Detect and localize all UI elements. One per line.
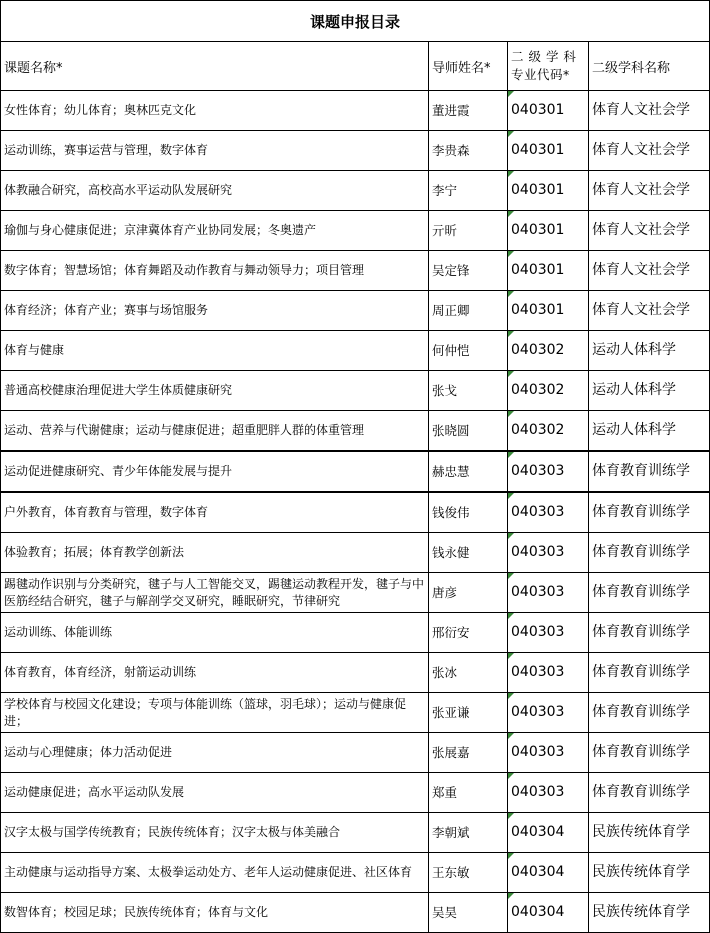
title-row bbox=[1, 1, 710, 42]
table-row bbox=[1, 853, 710, 893]
cell-discipline: 体育教育训练学 bbox=[589, 451, 710, 492]
table-row bbox=[1, 653, 710, 693]
cell-subject: 体验教育；拓展；体育教学创新法 bbox=[1, 533, 429, 573]
table-row bbox=[1, 131, 710, 171]
table-row bbox=[1, 211, 710, 251]
cell-discipline: 体育人文社会学 bbox=[589, 291, 710, 331]
header-discipline: 二级学科名称 bbox=[589, 42, 710, 91]
table-body bbox=[1, 91, 710, 933]
cell-subject: 普通高校健康治理促进大学生体质健康研究 bbox=[1, 371, 429, 411]
cell-advisor: 张亚谦 bbox=[429, 693, 508, 733]
cell-subject: 瑜伽与身心健康促进；京津冀体育产业协同发展；冬奥遗产 bbox=[1, 211, 429, 251]
cell-discipline: 体育人文社会学 bbox=[589, 91, 710, 131]
table-row bbox=[1, 773, 710, 813]
cell-discipline: 体育教育训练学 bbox=[589, 653, 710, 693]
cell-code: 040304 bbox=[508, 813, 589, 853]
cell-code: 040303 bbox=[508, 773, 589, 813]
cell-subject: 体育与健康 bbox=[1, 331, 429, 371]
cell-code: 040301 bbox=[508, 91, 589, 131]
cell-advisor: 王东敏 bbox=[429, 853, 508, 893]
cell-discipline: 体育人文社会学 bbox=[589, 211, 710, 251]
cell-advisor: 唐彦 bbox=[429, 573, 508, 613]
cell-code: 040303 bbox=[508, 492, 589, 533]
table-row bbox=[1, 411, 710, 452]
cell-subject: 踢毽动作识别与分类研究，毽子与人工智能交叉，踢毽运动教程开发，毽子与中医筋经结合研究，毽子与解剖学交叉研究，睡眠研究，节律研究 bbox=[1, 573, 429, 613]
cell-subject: 运动、营养与代谢健康；运动与健康促进；超重肥胖人群的体重管理 bbox=[1, 411, 429, 452]
cell-discipline: 运动人体科学 bbox=[589, 411, 710, 452]
cell-subject: 运动训练，赛事运营与管理，数字体育 bbox=[1, 131, 429, 171]
cell-code: 040301 bbox=[508, 131, 589, 171]
cell-code: 040303 bbox=[508, 451, 589, 492]
table-title: 课题申报目录 bbox=[1, 1, 710, 42]
cell-code: 040302 bbox=[508, 411, 589, 452]
cell-discipline: 运动人体科学 bbox=[589, 371, 710, 411]
cell-code: 040301 bbox=[508, 211, 589, 251]
cell-code: 040303 bbox=[508, 733, 589, 773]
cell-advisor: 吴昊 bbox=[429, 893, 508, 933]
header-code-line2: 专业代码* bbox=[511, 67, 570, 82]
cell-subject: 体育经济；体育产业；赛事与场馆服务 bbox=[1, 291, 429, 331]
table-row bbox=[1, 573, 710, 613]
cell-discipline: 体育教育训练学 bbox=[589, 733, 710, 773]
cell-code: 040302 bbox=[508, 371, 589, 411]
cell-discipline: 民族传统体育学 bbox=[589, 893, 710, 933]
header-code bbox=[508, 42, 589, 91]
cell-advisor: 董进霞 bbox=[429, 91, 508, 131]
cell-advisor: 张展嘉 bbox=[429, 733, 508, 773]
cell-code: 040301 bbox=[508, 251, 589, 291]
cell-advisor: 李朝斌 bbox=[429, 813, 508, 853]
cell-subject: 数智体育；校园足球；民族传统体育；体育与文化 bbox=[1, 893, 429, 933]
table-row bbox=[1, 251, 710, 291]
table-row bbox=[1, 331, 710, 371]
cell-discipline: 民族传统体育学 bbox=[589, 853, 710, 893]
cell-advisor: 李贵森 bbox=[429, 131, 508, 171]
cell-discipline: 体育教育训练学 bbox=[589, 533, 710, 573]
cell-discipline: 体育教育训练学 bbox=[589, 613, 710, 653]
cell-subject: 学校体育与校园文化建设；专项与体能训练（篮球，羽毛球）；运动与健康促进； bbox=[1, 693, 429, 733]
cell-discipline: 体育人文社会学 bbox=[589, 251, 710, 291]
cell-advisor: 张晓圆 bbox=[429, 411, 508, 452]
cell-code: 040301 bbox=[508, 291, 589, 331]
cell-code: 040303 bbox=[508, 533, 589, 573]
cell-subject: 体育教育，体育经济，射箭运动训练 bbox=[1, 653, 429, 693]
cell-subject: 数字体育；智慧场馆；体育舞蹈及动作教育与舞动领导力；项目管理 bbox=[1, 251, 429, 291]
header-code-line1: 二 级 学 科 bbox=[511, 49, 577, 64]
cell-advisor: 李宁 bbox=[429, 171, 508, 211]
table-row bbox=[1, 171, 710, 211]
cell-subject: 运动健康促进；高水平运动队发展 bbox=[1, 773, 429, 813]
table-row bbox=[1, 733, 710, 773]
cell-advisor: 张冰 bbox=[429, 653, 508, 693]
cell-subject: 女性体育；幼儿体育；奥林匹克文化 bbox=[1, 91, 429, 131]
cell-advisor: 何仲恺 bbox=[429, 331, 508, 371]
cell-discipline: 体育教育训练学 bbox=[589, 693, 710, 733]
table-row bbox=[1, 533, 710, 573]
table-row bbox=[1, 813, 710, 853]
cell-advisor: 吴定锋 bbox=[429, 251, 508, 291]
table-row bbox=[1, 371, 710, 411]
cell-discipline: 体育教育训练学 bbox=[589, 773, 710, 813]
cell-code: 040303 bbox=[508, 613, 589, 653]
cell-advisor: 张戈 bbox=[429, 371, 508, 411]
cell-discipline: 民族传统体育学 bbox=[589, 813, 710, 853]
table-row bbox=[1, 492, 710, 533]
cell-subject: 户外教育，体育教育与管理，数字体育 bbox=[1, 492, 429, 533]
cell-advisor: 亓昕 bbox=[429, 211, 508, 251]
cell-discipline: 体育教育训练学 bbox=[589, 492, 710, 533]
cell-discipline: 体育人文社会学 bbox=[589, 131, 710, 171]
table-row bbox=[1, 893, 710, 933]
cell-advisor: 周正卿 bbox=[429, 291, 508, 331]
cell-code: 040302 bbox=[508, 331, 589, 371]
cell-discipline: 体育人文社会学 bbox=[589, 171, 710, 211]
cell-code: 040301 bbox=[508, 171, 589, 211]
table-row bbox=[1, 693, 710, 733]
cell-advisor: 郑重 bbox=[429, 773, 508, 813]
cell-discipline: 体育教育训练学 bbox=[589, 573, 710, 613]
cell-code: 040303 bbox=[508, 653, 589, 693]
cell-subject: 汉字太极与国学传统教育；民族传统体育；汉字太极与体美融合 bbox=[1, 813, 429, 853]
header-advisor: 导师姓名* bbox=[429, 42, 508, 91]
header-subject: 课题名称* bbox=[1, 42, 429, 91]
table-row bbox=[1, 613, 710, 653]
cell-discipline: 运动人体科学 bbox=[589, 331, 710, 371]
cell-advisor: 赫忠慧 bbox=[429, 451, 508, 492]
cell-subject: 运动与心理健康；体力活动促进 bbox=[1, 733, 429, 773]
cell-code: 040304 bbox=[508, 893, 589, 933]
cell-subject: 体教融合研究，高校高水平运动队发展研究 bbox=[1, 171, 429, 211]
cell-code: 040304 bbox=[508, 853, 589, 893]
cell-subject: 主动健康与运动指导方案、太极拳运动处方、老年人运动健康促进、社区体育 bbox=[1, 853, 429, 893]
cell-advisor: 钱永健 bbox=[429, 533, 508, 573]
cell-advisor: 邢衍安 bbox=[429, 613, 508, 653]
cell-subject: 运动训练、体能训练 bbox=[1, 613, 429, 653]
header-row bbox=[1, 42, 710, 91]
cell-advisor: 钱俊伟 bbox=[429, 492, 508, 533]
table-row bbox=[1, 291, 710, 331]
cell-code: 040303 bbox=[508, 693, 589, 733]
cell-code: 040303 bbox=[508, 573, 589, 613]
table-row bbox=[1, 451, 710, 492]
table-row bbox=[1, 91, 710, 131]
cell-subject: 运动促进健康研究、青少年体能发展与提升 bbox=[1, 451, 429, 492]
